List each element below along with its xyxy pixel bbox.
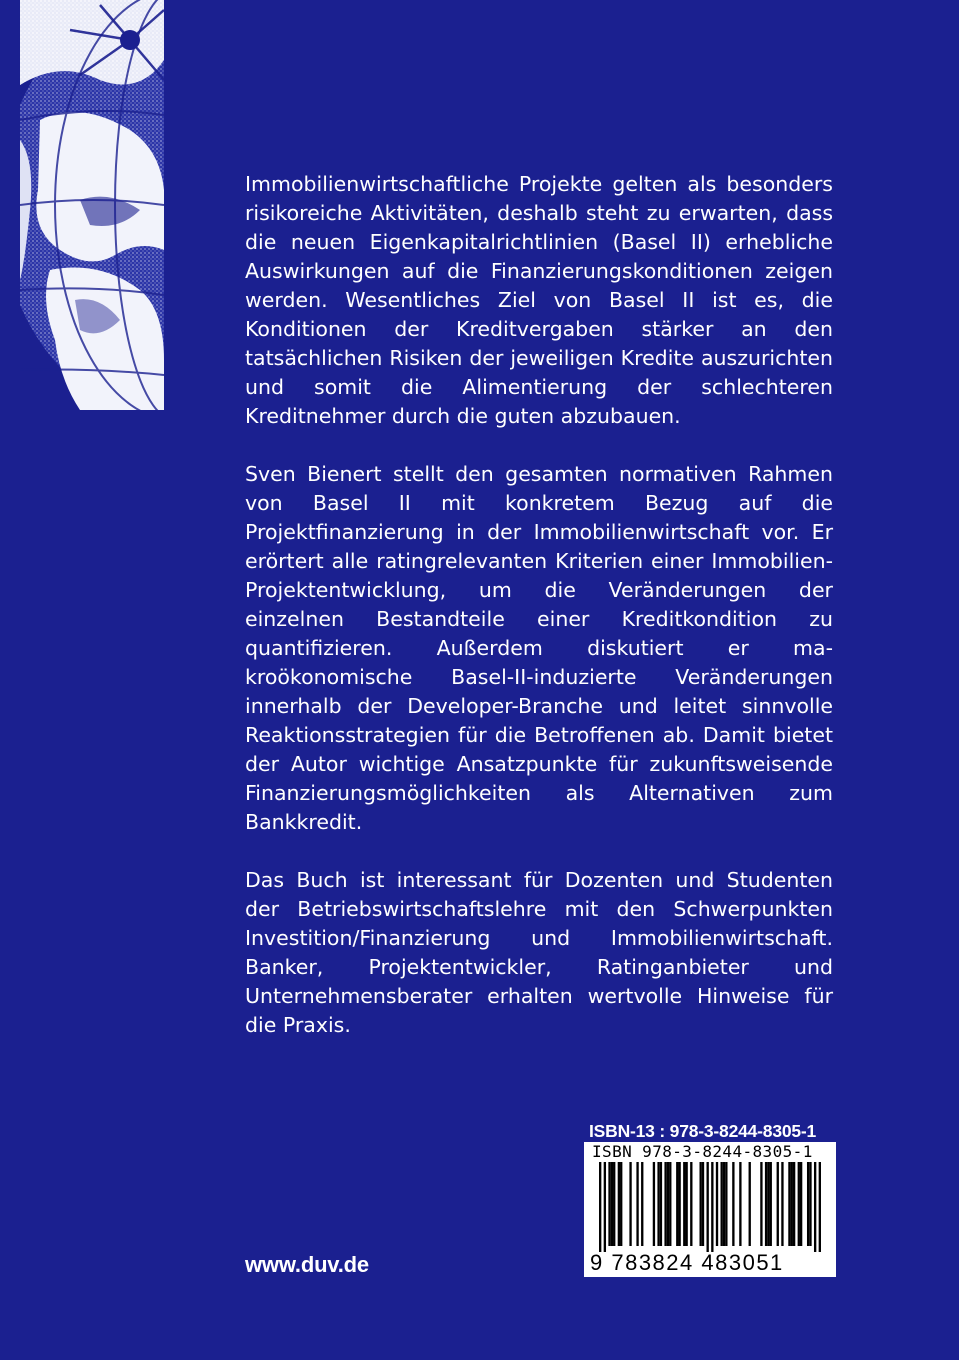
barcode-bar xyxy=(716,1162,718,1246)
blurb-paragraph-1: Immobilienwirtschaftliche Projekte gelten als besonders risikoreiche Aktivitäten, deshalb steht zu erwarten, dass die neuen Eigenkapitalrichtlinien (Basel II) erhebliche Auswirkungen auf die Finanzierungskonditionen zeigen werden. Wesentliches Ziel von Basel II ist es, die Konditionen der Kreditvergaben stärker an den tatsächlichen Risiken der jeweiligen Kredite auszurichten und somit die Alimentierung der schlechteren Kreditnehmer durch die guten abzubauen. xyxy=(245,172,833,428)
barcode xyxy=(584,1142,836,1277)
publisher-website: www.duv.de xyxy=(245,1252,369,1277)
barcode-bar xyxy=(732,1162,734,1246)
barcode-bar xyxy=(723,1162,725,1246)
barcode-bar xyxy=(604,1162,606,1252)
barcode-bar xyxy=(669,1162,671,1246)
isbn-13-label: ISBN-13 : 978-3-8244-8305-1 xyxy=(589,1121,817,1141)
barcode-bar xyxy=(760,1162,762,1246)
back-cover-blurb xyxy=(245,170,833,1069)
barcode-bar xyxy=(791,1162,793,1246)
barcode-bar xyxy=(690,1162,692,1246)
barcode-bar xyxy=(702,1162,704,1246)
barcode-bar xyxy=(608,1162,610,1246)
barcode-bar xyxy=(599,1162,601,1252)
barcode-bar xyxy=(660,1162,662,1246)
barcode-bar xyxy=(657,1162,659,1246)
barcode-bar xyxy=(653,1162,655,1246)
barcode-bars xyxy=(592,1162,828,1252)
barcode-bar xyxy=(770,1162,772,1246)
barcode-bar xyxy=(711,1162,713,1252)
barcode-bar xyxy=(620,1162,622,1246)
barcode-bar xyxy=(667,1162,669,1246)
barcode-bar xyxy=(814,1162,816,1252)
barcode-bar xyxy=(739,1162,741,1246)
barcode-bar xyxy=(819,1162,821,1252)
barcode-bar xyxy=(685,1162,687,1246)
barcode-bar xyxy=(618,1162,620,1246)
barcode-bar xyxy=(793,1162,795,1246)
blurb-paragraph-2: Sven Bienert stellt den gesamten normativen Rahmen von Basel II mit konkretem Bezug auf die Projektfinanzierung in der Immobilienwirtschaft vor. Er erörtert alle ratingrelevanten Kriterien einer Immobilien-Projektentwicklung, um die Veränderungen der einzelnen Bestandteile einer Kreditkondition zu quantifizieren. Außerdem diskutiert er makroökonomische Basel-II-induzierte Veränderungen innerhalb der Developer-Branche und leitet sinnvolle Reaktionsstrategien für die Betroffenen ab. Damit bietet der Autor wichtige Ansatzpunkte für zukunftsweisende Finanzierungsmöglichkeiten als Alternativen zum Bankkredit. xyxy=(245,462,833,834)
barcode-bar xyxy=(721,1162,723,1246)
barcode-bar xyxy=(613,1162,615,1246)
barcode-isbn-text: ISBN 978-3-8244-8305-1 xyxy=(592,1142,813,1161)
barcode-bar xyxy=(809,1162,811,1246)
barcode-bar xyxy=(798,1162,800,1246)
barcode-bar xyxy=(725,1162,727,1246)
globe-icon xyxy=(20,0,164,410)
barcode-bar xyxy=(800,1162,802,1246)
barcode-bar xyxy=(636,1162,638,1246)
barcode-bar xyxy=(767,1162,769,1246)
blurb-paragraph-3: Das Buch ist interessant für Dozenten und Studenten der Betriebswirtschaftslehre mit den Schwerpunkten Investition/Finanzierung und Immobilienwirtschaft. Banker, Projektentwickler, Ratinganbieter und Unternehmensberater erhalten wertvolle Hinweise für die Praxis. xyxy=(245,868,833,1037)
barcode-bar xyxy=(749,1162,751,1246)
barcode-bar xyxy=(664,1162,666,1246)
barcode-bar xyxy=(676,1162,678,1246)
barcode-bar xyxy=(678,1162,680,1246)
barcode-bar xyxy=(707,1162,709,1252)
barcode-bar xyxy=(699,1162,701,1246)
barcode-ean-digits: 9 783824 483051 xyxy=(590,1250,784,1275)
barcode-bar xyxy=(629,1162,631,1246)
barcode-bar xyxy=(641,1162,643,1246)
barcode-bar xyxy=(777,1162,779,1246)
barcode-bar xyxy=(788,1162,790,1246)
barcode-bar xyxy=(683,1162,685,1246)
barcode-bar xyxy=(807,1162,809,1246)
barcode-bar xyxy=(765,1162,767,1246)
barcode-bar xyxy=(611,1162,613,1246)
barcode-bar xyxy=(781,1162,783,1246)
